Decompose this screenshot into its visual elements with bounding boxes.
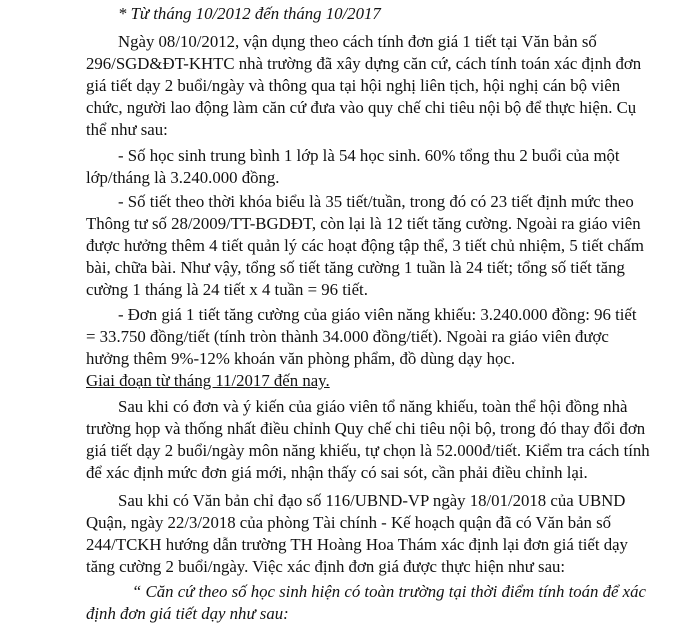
quote-line: định đơn giá tiết dạy như sau: bbox=[86, 604, 289, 623]
paragraph-line: trường họp và thống nhất điều chỉnh Quy chế chi tiêu nội bộ, trong đó thay đổi đơn bbox=[86, 419, 646, 438]
paragraph-line: thể như sau: bbox=[86, 120, 168, 139]
paragraph-line: - Số tiết theo thời khóa biểu là 35 tiết/tuần, trong đó có 23 tiết định mức theo bbox=[118, 192, 634, 211]
paragraph-line: bài, chữa bài. Như vậy, tổng số tiết tăng cường 1 tuần là 24 tiết; tổng số tiết tăng bbox=[86, 258, 625, 277]
paragraph-line: lớp/tháng là 3.240.000 đồng. bbox=[86, 168, 280, 187]
paragraph-line: Sau khi có đơn và ý kiến của giáo viên tổ năng khiếu, toàn thể hội đồng nhà bbox=[118, 397, 628, 416]
paragraph-line: để xác định mức đơn giá mới, nhận thấy có sai sót, cần phải điều chỉnh lại. bbox=[86, 463, 588, 482]
paragraph-line: 244/TCKH hướng dẫn trường TH Hoàng Hoa Thám xác định lại đơn giá tiết dạy bbox=[86, 535, 628, 554]
paragraph-line: giá tiết dạy 2 buổi/ngày và thông qua tại hội nghị liên tịch, hội nghị cán bộ viên bbox=[86, 76, 621, 95]
quote-line: “ Căn cứ theo số học sinh hiện có toàn trường tại thời điểm tính toán để xác bbox=[132, 582, 646, 601]
paragraph-line: 296/SGD&ĐT-KHTC nhà trường đã xây dựng căn cứ, cách tính toán xác định đơn bbox=[86, 54, 642, 73]
section-heading: * Từ tháng 10/2012 đến tháng 10/2017 bbox=[118, 4, 381, 23]
paragraph-line: giá tiết dạy 2 buổi/ngày môn năng khiếu, tự chọn là 52.000đ/tiết. Kiểm tra cách tính bbox=[86, 441, 650, 460]
period-heading: Giai đoạn từ tháng 11/2017 đến nay. bbox=[86, 371, 330, 390]
paragraph-line: tăng cường 2 buổi/ngày. Việc xác định đơn giá được thực hiện như sau: bbox=[86, 557, 566, 576]
paragraph-line: Sau khi có Văn bản chỉ đạo số 116/UBND-VP ngày 18/01/2018 của UBND bbox=[118, 491, 626, 510]
paragraph-line: được hưởng thêm 4 tiết quản lý các hoạt động tập thể, 3 tiết chủ nhiệm, 5 tiết chấm bbox=[86, 236, 644, 255]
paragraph-line: - Số học sinh trung bình 1 lớp là 54 học sinh. 60% tổng thu 2 buổi của một bbox=[118, 146, 620, 165]
paragraph-line: chức, người lao động làm căn cứ đưa vào quy chế chi tiêu nội bộ để thực hiện. Cụ bbox=[86, 98, 637, 117]
paragraph-line: cường 1 tháng là 24 tiết x 4 tuần = 96 tiết. bbox=[86, 280, 368, 299]
paragraph-line: hưởng thêm 9%-12% khoán văn phòng phẩm, đồ dùng dạy học. bbox=[86, 349, 516, 368]
paragraph-line: = 33.750 đồng/tiết (tính tròn thành 34.000 đồng/tiết). Ngoài ra giáo viên được bbox=[86, 327, 609, 346]
paragraph-line: Quận, ngày 22/3/2018 của phòng Tài chính - Kế hoạch quận đã có Văn bản số bbox=[86, 513, 612, 532]
paragraph-line: Ngày 08/10/2012, vận dụng theo cách tính đơn giá 1 tiết tại Văn bản số bbox=[118, 32, 597, 51]
paragraph-line: - Đơn giá 1 tiết tăng cường của giáo viên năng khiếu: 3.240.000 đồng: 96 tiết bbox=[118, 305, 637, 324]
paragraph-line: Thông tư số 28/2009/TT-BGDĐT, còn lại là 12 tiết tăng cường. Ngoài ra giáo viên bbox=[86, 214, 641, 233]
